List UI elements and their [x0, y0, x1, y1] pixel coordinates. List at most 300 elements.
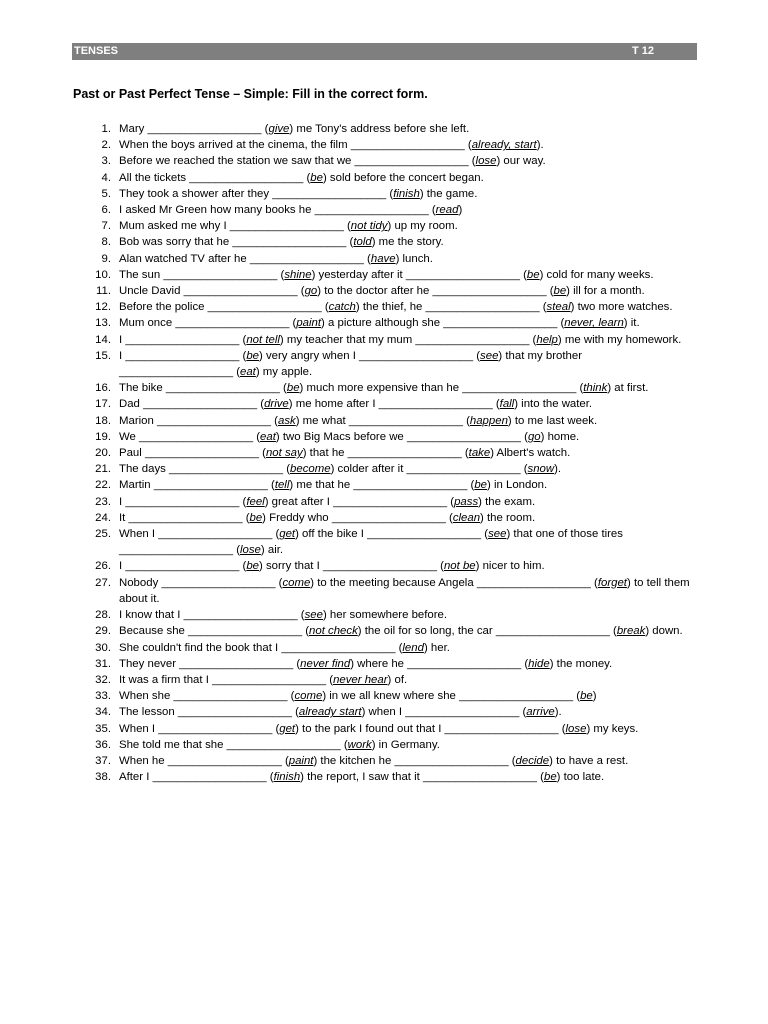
sentence-text: ) my teacher that my mum	[279, 333, 416, 346]
exercise-item	[73, 477, 693, 493]
exercise-item	[73, 753, 693, 769]
item-number: 9.	[101, 252, 111, 265]
sentence-text: Mary	[119, 123, 148, 135]
answer-blank[interactable]: __________________	[405, 268, 520, 281]
sentence-text: ) where he	[350, 657, 408, 670]
sentence-text: ) me the story.	[371, 236, 444, 249]
sentence-text: (	[287, 690, 295, 703]
sentence-text: ) great after I	[264, 495, 334, 508]
sentence-text: (	[283, 463, 291, 476]
sentence-text: (	[546, 285, 554, 298]
verb-hint: never find	[300, 657, 351, 670]
answer-blank[interactable]: __________________	[350, 139, 465, 152]
exercise-item	[73, 348, 693, 380]
sentence-text: ) her.	[423, 641, 450, 654]
item-number: 30.	[95, 641, 111, 654]
sentence-text: (	[291, 706, 299, 719]
item-number: 22.	[95, 479, 111, 492]
answer-blank[interactable]: __________________	[406, 430, 521, 443]
verb-hint: shine	[284, 268, 312, 281]
sentence-text: The days	[119, 463, 170, 476]
sentence-text: (	[239, 495, 247, 508]
sentence-text: Mum once	[119, 317, 176, 330]
verb-hint: happen	[469, 414, 508, 427]
answer-blank[interactable]: __________________	[139, 430, 254, 443]
answer-blank[interactable]: __________________	[143, 398, 258, 411]
sentence-text: (	[473, 349, 481, 362]
item-number: 4.	[101, 171, 111, 184]
sentence-text: ) her somewhere before.	[322, 609, 448, 622]
sentence-text: ) the game.	[419, 187, 478, 200]
answer-blank[interactable]: __________________	[443, 317, 558, 330]
sentence-text: The bike	[119, 382, 166, 395]
verb-hint: take	[468, 447, 491, 460]
sentence-text: Mum asked me why I	[119, 220, 230, 233]
answer-blank[interactable]: __________________	[125, 349, 240, 362]
item-number: 15.	[95, 349, 111, 362]
sentence-text: ) to have a rest.	[549, 754, 629, 767]
sentence-text: They never	[119, 657, 180, 670]
answer-blank[interactable]: __________________	[167, 754, 282, 767]
sentence-text: Before the police	[119, 301, 208, 314]
sentence-text: She told me that she	[119, 738, 227, 751]
answer-blank[interactable]: __________________	[175, 317, 290, 330]
sentence-text: They took a shower after they	[119, 187, 273, 200]
sentence-text: (	[326, 673, 334, 686]
exercise-item	[73, 494, 693, 510]
item-number: 35.	[95, 722, 111, 735]
exercise-item	[73, 607, 693, 623]
exercise-item	[73, 737, 693, 753]
answer-blank[interactable]: __________________	[394, 754, 509, 767]
sentence-text: (	[239, 333, 247, 346]
sentence-text: ) me with my homework.	[557, 333, 682, 346]
sentence-text: Because she	[119, 625, 189, 638]
sentence-text: ) it.	[623, 317, 640, 330]
sentence-text: ) nicer to him.	[475, 560, 545, 573]
answer-blank[interactable]: __________________	[188, 625, 303, 638]
answer-blank[interactable]: __________________	[407, 657, 522, 670]
verb-hint: never hear	[333, 673, 388, 686]
answer-blank[interactable]: __________________	[272, 187, 387, 200]
answer-blank[interactable]: __________________	[462, 382, 577, 395]
sentence-text: (	[340, 738, 348, 751]
header-bar	[72, 43, 697, 60]
verb-hint: break	[616, 625, 646, 638]
item-number: 29.	[95, 625, 111, 638]
answer-blank[interactable]: __________________	[158, 528, 273, 541]
sentence-text: I	[119, 333, 126, 346]
exercise-item	[73, 623, 693, 639]
sentence-text: (	[233, 544, 240, 557]
sentence-text: Marion	[119, 414, 157, 427]
verb-hint: not tidy	[350, 220, 388, 233]
item-number: 21.	[95, 463, 111, 476]
verb-hint: go	[527, 430, 541, 443]
sentence-text: When she	[119, 690, 174, 703]
verb-hint: arrive	[526, 706, 555, 719]
verb-hint: help	[536, 333, 558, 346]
verb-hint: have	[370, 252, 396, 265]
sentence-text: (	[257, 398, 265, 411]
item-number: 8.	[101, 236, 111, 249]
exercise-item	[73, 688, 693, 704]
sentence-text: (	[519, 706, 527, 719]
sentence-text: ) Freddy who	[262, 511, 332, 524]
item-number: 27.	[95, 576, 111, 589]
verb-hint: see	[480, 349, 499, 362]
verb-hint: feel	[246, 495, 265, 508]
verb-hint: come	[294, 690, 323, 703]
sentence-text: (	[520, 463, 528, 476]
sentence-text: ) down.	[645, 625, 683, 638]
sentence-text: It	[119, 511, 129, 524]
answer-blank[interactable]: __________________	[229, 220, 344, 233]
sentence-text: ).	[554, 463, 562, 476]
sentence-text: After I	[119, 771, 153, 784]
exercise-item	[73, 234, 693, 250]
sentence-text: ) Albert's watch.	[490, 447, 571, 460]
answer-blank[interactable]: __________________	[348, 414, 463, 427]
sentence-text: I know that I	[119, 609, 184, 622]
sentence-text: I asked Mr Green how many books he	[119, 204, 315, 217]
exercise-item	[73, 137, 693, 153]
sentence-text: (	[447, 495, 455, 508]
answer-blank[interactable]: __________________	[459, 690, 574, 703]
sentence-text: (	[386, 187, 394, 200]
exercise-item	[73, 413, 693, 429]
sentence-text: ) the report, I saw that it	[300, 771, 423, 784]
sentence-text: Bob was sorry that he	[119, 236, 233, 249]
verb-hint: be	[246, 349, 260, 362]
exercise-item	[73, 672, 693, 688]
item-number: 31.	[95, 657, 111, 670]
sentence-text: (	[277, 268, 285, 281]
sentence-text: The lesson	[119, 706, 178, 719]
answer-blank[interactable]: __________________	[163, 268, 278, 281]
answer-blank[interactable]: __________________	[322, 560, 437, 573]
sentence-text: It was a firm that I	[119, 673, 213, 686]
answer-blank[interactable]: __________________	[169, 463, 284, 476]
answer-blank[interactable]: __________________	[183, 285, 298, 298]
item-number: 34.	[95, 706, 111, 719]
sentence-text: When I	[119, 528, 159, 541]
answer-blank[interactable]: __________________	[405, 706, 520, 719]
answer-blank[interactable]: __________________	[406, 463, 521, 476]
sentence-text: ) much more expensive than he	[299, 382, 463, 395]
answer-blank[interactable]: __________________	[156, 414, 272, 427]
sentence-text: (	[343, 220, 351, 233]
verb-hint: fall	[499, 398, 515, 411]
sentence-text: ) a picture although she	[321, 317, 444, 330]
answer-blank[interactable]: __________________	[354, 155, 469, 168]
sentence-text: ) in London.	[487, 479, 548, 492]
sentence-text: When the boys arrived at the cinema, the film	[119, 139, 351, 152]
verb-hint: tell	[274, 479, 290, 492]
answer-blank[interactable]: __________________	[189, 171, 304, 184]
sentence-text: (	[467, 479, 475, 492]
answer-blank[interactable]: __________________	[367, 528, 482, 541]
item-number: 13.	[95, 317, 111, 330]
sentence-text: ).	[554, 706, 562, 719]
sentence-text: (	[303, 171, 311, 184]
verb-hint: be	[286, 382, 300, 395]
sentence-text: (	[590, 576, 598, 589]
sentence-text: ) cold for many weeks.	[539, 268, 654, 281]
answer-blank[interactable]: __________________	[161, 576, 276, 589]
answer-blank[interactable]: __________________	[425, 301, 540, 314]
item-number: 2.	[101, 139, 111, 152]
sentence-text: (	[233, 366, 240, 379]
sentence-text: (	[519, 268, 527, 281]
sentence-text: When he	[119, 754, 168, 767]
item-number: 28.	[95, 609, 111, 622]
sentence-text: ) in we all knew where she	[322, 690, 460, 703]
verb-hint: snow	[527, 463, 555, 476]
verb-hint: be	[553, 285, 567, 298]
sentence-text: (	[428, 204, 436, 217]
exercise-item	[73, 429, 693, 445]
sentence-text: (	[271, 414, 278, 427]
answer-blank[interactable]: __________________	[359, 349, 474, 362]
answer-blank[interactable]: __________________	[165, 382, 280, 395]
item-number: 16.	[95, 382, 111, 395]
sentence-text: Martin	[119, 479, 154, 492]
sentence-text: (	[573, 690, 581, 703]
verb-hint: be	[249, 511, 263, 524]
sentence-text: ) that my brother	[498, 349, 582, 362]
verb-hint: not tell	[246, 333, 280, 346]
sentence-text: (	[461, 447, 469, 460]
sentence-text: ) to the meeting because Angela	[310, 576, 477, 589]
sentence-text: ) me Tony's address before she left.	[289, 123, 470, 135]
answer-blank[interactable]: __________________	[281, 641, 396, 654]
answer-blank[interactable]: __________________	[153, 479, 268, 492]
verb-hint: come	[282, 576, 311, 589]
verb-hint: not be	[443, 560, 476, 573]
sentence-text: ) me home after I	[288, 398, 379, 411]
verb-hint: not say	[265, 447, 303, 460]
answer-blank[interactable]: __________________	[158, 722, 273, 735]
answer-blank[interactable]: __________________	[347, 447, 462, 460]
answer-blank[interactable]: __________________	[422, 771, 538, 784]
verb-hint: work	[347, 738, 372, 751]
item-number: 36.	[95, 738, 111, 751]
answer-blank[interactable]: __________________	[173, 690, 288, 703]
item-number: 25.	[95, 528, 111, 541]
answer-blank[interactable]: __________________	[226, 738, 341, 751]
verb-hint: finish	[273, 771, 301, 784]
exercise-item	[73, 315, 693, 331]
answer-blank[interactable]: __________________	[177, 706, 292, 719]
answer-blank[interactable]: __________________	[232, 236, 347, 249]
sentence-text: (	[537, 771, 544, 784]
answer-blank[interactable]: __________________	[353, 479, 468, 492]
verb-hint: already start	[298, 706, 362, 719]
item-number: 20.	[95, 447, 111, 460]
answer-blank[interactable]: __________________	[125, 333, 240, 346]
answer-blank[interactable]: __________________	[119, 366, 234, 379]
verb-hint: get	[279, 528, 296, 541]
sentence-text: (	[267, 479, 275, 492]
sentence-text: ) the kitchen he	[313, 754, 395, 767]
sentence-text: (	[289, 317, 297, 330]
verb-hint: paint	[296, 317, 322, 330]
verb-hint: catch	[328, 301, 356, 314]
sentence-text: The sun	[119, 268, 164, 281]
exercise-item	[73, 445, 693, 461]
item-number: 14.	[95, 333, 111, 346]
exercise-item	[73, 526, 693, 558]
item-number: 38.	[95, 771, 111, 784]
answer-blank[interactable]: __________________	[476, 576, 591, 589]
sentence-text: (	[293, 657, 301, 670]
answer-blank[interactable]: __________________	[119, 544, 234, 557]
exercise-item	[73, 769, 693, 785]
answer-blank[interactable]: __________________	[144, 447, 259, 460]
sentence-text: )	[592, 690, 597, 703]
sentence-text: ) ill for a month.	[566, 285, 645, 298]
verb-hint: already, start	[471, 139, 537, 152]
sentence-text: (	[558, 722, 566, 735]
item-number: 17.	[95, 398, 111, 411]
sentence-text: ) me what	[295, 414, 349, 427]
answer-blank[interactable]: __________________	[179, 657, 294, 670]
answer-blank[interactable]: __________________	[495, 625, 610, 638]
sentence-text: ) that one of those tires	[506, 528, 623, 541]
verb-hint: lose	[475, 155, 497, 168]
answer-blank[interactable]: __________________	[207, 301, 322, 314]
exercise-item	[73, 558, 693, 574]
exercise-item	[73, 283, 693, 299]
exercise-item	[73, 461, 693, 477]
sentence-text: ) my keys.	[586, 722, 639, 735]
verb-hint: ask	[277, 414, 296, 427]
item-number: 26.	[95, 560, 111, 573]
header-code: T 12	[632, 45, 655, 57]
sentence-text: (	[521, 657, 529, 670]
answer-blank[interactable]: __________________	[333, 495, 448, 508]
sentence-text: ) the exam.	[478, 495, 536, 508]
sentence-text: (	[242, 511, 250, 524]
verb-hint: be	[310, 171, 323, 184]
sentence-text: ) too late.	[556, 771, 605, 784]
sentence-text: (	[259, 447, 266, 460]
answer-blank[interactable]: __________________	[212, 673, 327, 686]
verb-hint: never, learn	[564, 317, 624, 330]
item-number: 24.	[95, 511, 111, 524]
verb-hint: clean	[452, 511, 481, 524]
sentence-text: ) air.	[260, 544, 284, 557]
sentence-text: ) lunch.	[395, 252, 433, 265]
verb-hint: eat	[260, 430, 276, 443]
answer-blank[interactable]: __________________	[314, 204, 429, 217]
sentence-text: ) two Big Macs before we	[275, 430, 407, 443]
exercise-item	[73, 153, 693, 169]
sentence-text: (	[520, 430, 528, 443]
answer-blank[interactable]: __________________	[125, 495, 240, 508]
verb-hint: read	[435, 204, 459, 217]
sentence-text: (	[275, 576, 283, 589]
verb-hint: think	[583, 382, 608, 395]
verb-hint: steal	[546, 301, 571, 314]
sentence-text: Uncle David	[119, 285, 184, 298]
sentence-text: I	[119, 349, 126, 362]
sentence-text: ) of.	[387, 673, 408, 686]
sentence-text: (	[363, 252, 371, 265]
sentence-text: Dad	[119, 398, 144, 411]
sentence-text: ) very angry when I	[259, 349, 360, 362]
sentence-text: ).	[536, 139, 544, 152]
answer-blank[interactable]: __________________	[432, 285, 547, 298]
sentence-text: I	[119, 560, 126, 573]
sentence-text: ) the room.	[480, 511, 536, 524]
exercise-item	[73, 640, 693, 656]
sentence-text: (	[395, 641, 403, 654]
answer-blank[interactable]: __________________	[444, 722, 559, 735]
sentence-text: (	[272, 722, 280, 735]
item-number: 32.	[95, 673, 111, 686]
exercise-item	[73, 251, 693, 267]
answer-blank[interactable]: __________________	[415, 333, 530, 346]
answer-blank[interactable]: __________________	[183, 609, 298, 622]
sentence-text: ) when I	[361, 706, 406, 719]
verb-hint: drive	[264, 398, 289, 411]
sentence-text: When I	[119, 722, 159, 735]
exercise-item	[73, 299, 693, 315]
sentence-text: Alan watched TV after he	[119, 252, 250, 265]
item-number: 7.	[101, 220, 111, 233]
answer-blank[interactable]: __________________	[147, 123, 262, 135]
item-number: 23.	[95, 495, 111, 508]
sentence-text: (	[462, 414, 470, 427]
sentence-text: ) to the doctor after he	[317, 285, 433, 298]
answer-blank[interactable]: __________________	[152, 771, 267, 784]
item-number: 19.	[95, 430, 111, 443]
sentence-text: (	[297, 609, 305, 622]
answer-blank[interactable]: __________________	[125, 560, 240, 573]
sentence-text: ) in Germany.	[371, 738, 440, 751]
header-topic: TENSES	[74, 45, 119, 57]
item-number: 33.	[95, 690, 111, 703]
sentence-text: ) my apple.	[255, 366, 313, 379]
exercise-item	[73, 186, 693, 202]
sentence-text: )	[458, 204, 463, 217]
sentence-text: (	[272, 528, 280, 541]
verb-hint: see	[304, 609, 323, 622]
verb-hint: be	[246, 560, 260, 573]
answer-blank[interactable]: __________________	[128, 511, 243, 524]
answer-blank[interactable]: __________________	[378, 398, 493, 411]
item-number: 11.	[96, 285, 111, 298]
verb-hint: eat	[240, 366, 256, 379]
item-number: 37.	[95, 754, 111, 767]
sentence-text: (	[445, 511, 453, 524]
sentence-text: (	[297, 285, 305, 298]
sentence-text: ) to the park I found out that I	[295, 722, 445, 735]
verb-hint: get	[279, 722, 296, 735]
sentence-text: (	[253, 430, 261, 443]
sentence-text: ) off the bike I	[295, 528, 368, 541]
answer-blank[interactable]: __________________	[331, 511, 446, 524]
answer-blank[interactable]: __________________	[249, 252, 364, 265]
sentence-text: ) the thief, he	[355, 301, 426, 314]
sentence-text: (	[261, 123, 269, 135]
item-number: 18.	[95, 414, 111, 427]
sentence-text: (	[346, 236, 354, 249]
verb-hint: not check	[309, 625, 358, 638]
verb-hint: be	[526, 268, 540, 281]
